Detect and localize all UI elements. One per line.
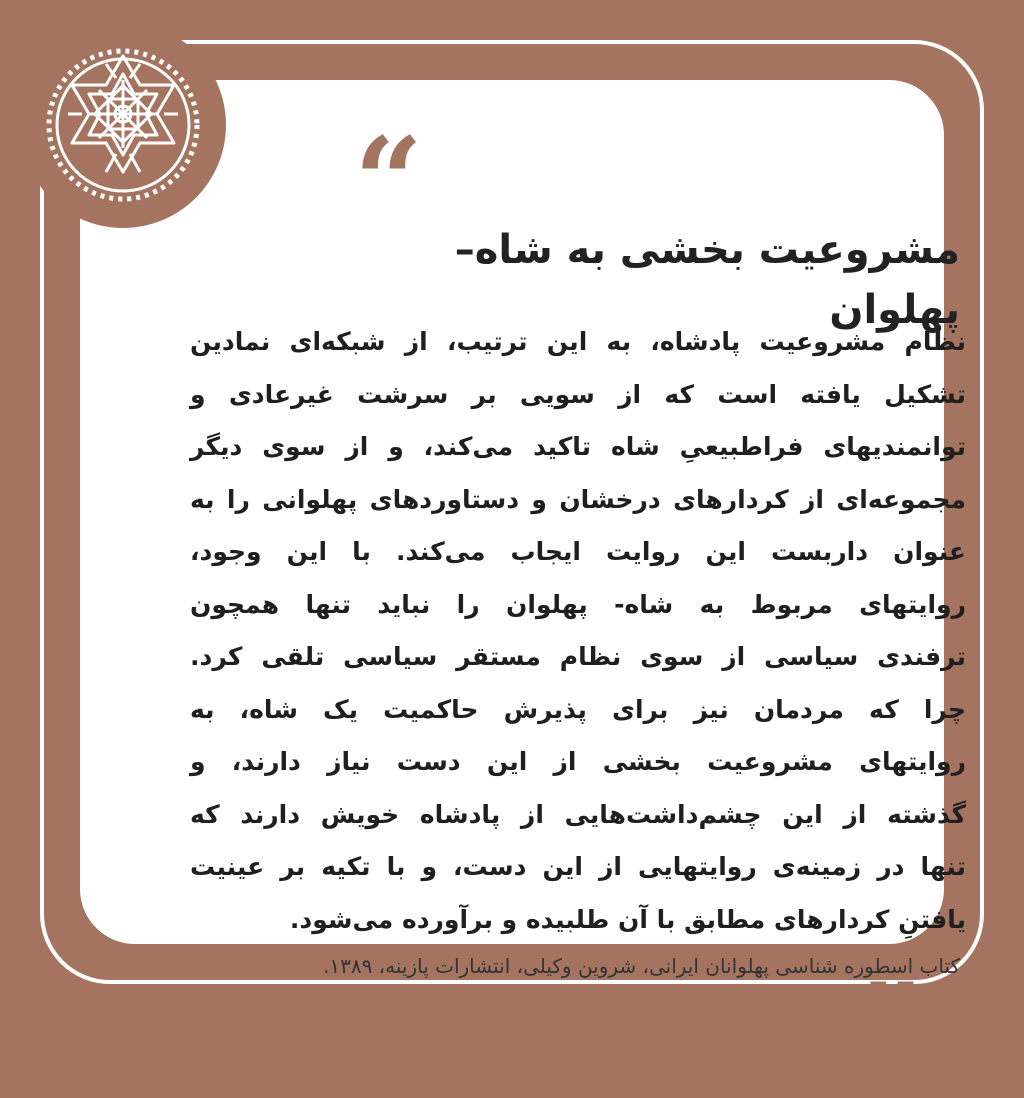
source-citation: کتاب اسطوره شناسی پهلوانان ایرانی، شروین وکیلی، انتشارات پازینه، ۱۳۸۹. bbox=[322, 954, 960, 978]
body-line: ترفندی سیاسی از سوی نظام مستقر سیاسی تلقی کرد. bbox=[190, 642, 966, 671]
quote-body bbox=[190, 316, 966, 946]
logo-badge bbox=[20, 22, 226, 228]
body-line: تشکیل یافته است که از سویی بر سرشت غیرعادی و bbox=[190, 379, 966, 409]
body-line: روایتهای مشروعیت بخشی از این دست نیاز دارند، و bbox=[190, 747, 966, 776]
body-line: تنها در زمینه‌ی روایتهایی از این دست، و با تکیه بر عینیت bbox=[190, 852, 966, 881]
body-line: توانمندیهای فراطبیعیِ شاه تاکید می‌کند، و از سوی دیگر bbox=[190, 432, 966, 461]
body-line: نظام مشروعیت پادشاه، به این ترتیب، از شبکه‌ای نمادین bbox=[190, 327, 966, 356]
body-line: گذشته از این چشم‌داشت‌هایی از پادشاه خویش دارند که bbox=[190, 799, 966, 829]
geometric-star-emblem-icon bbox=[20, 22, 226, 228]
body-line: عنوان داربست این روایت ایجاب می‌کند. با این وجود، bbox=[190, 537, 966, 566]
closing-quote-mark: ” bbox=[854, 957, 924, 1098]
opening-quote-mark: “ bbox=[354, 111, 424, 252]
quote-title: مشروعیت بخشی به شاه–پهلوان bbox=[454, 227, 960, 333]
body-line: یافتنِ کردارهای مطابق با آن طلبیده و برآورده می‌شود. bbox=[289, 904, 966, 934]
body-line: روایتهای مربوط به شاه- پهلوان را نباید تنها همچون bbox=[190, 589, 966, 619]
body-line: مجموعه‌ای از کردارهای درخشان و دستاوردهای پهلوانی را به bbox=[190, 484, 966, 514]
body-line: چرا که مردمان نیز برای پذیرش حاکمیت یک شاه، به bbox=[190, 694, 966, 724]
